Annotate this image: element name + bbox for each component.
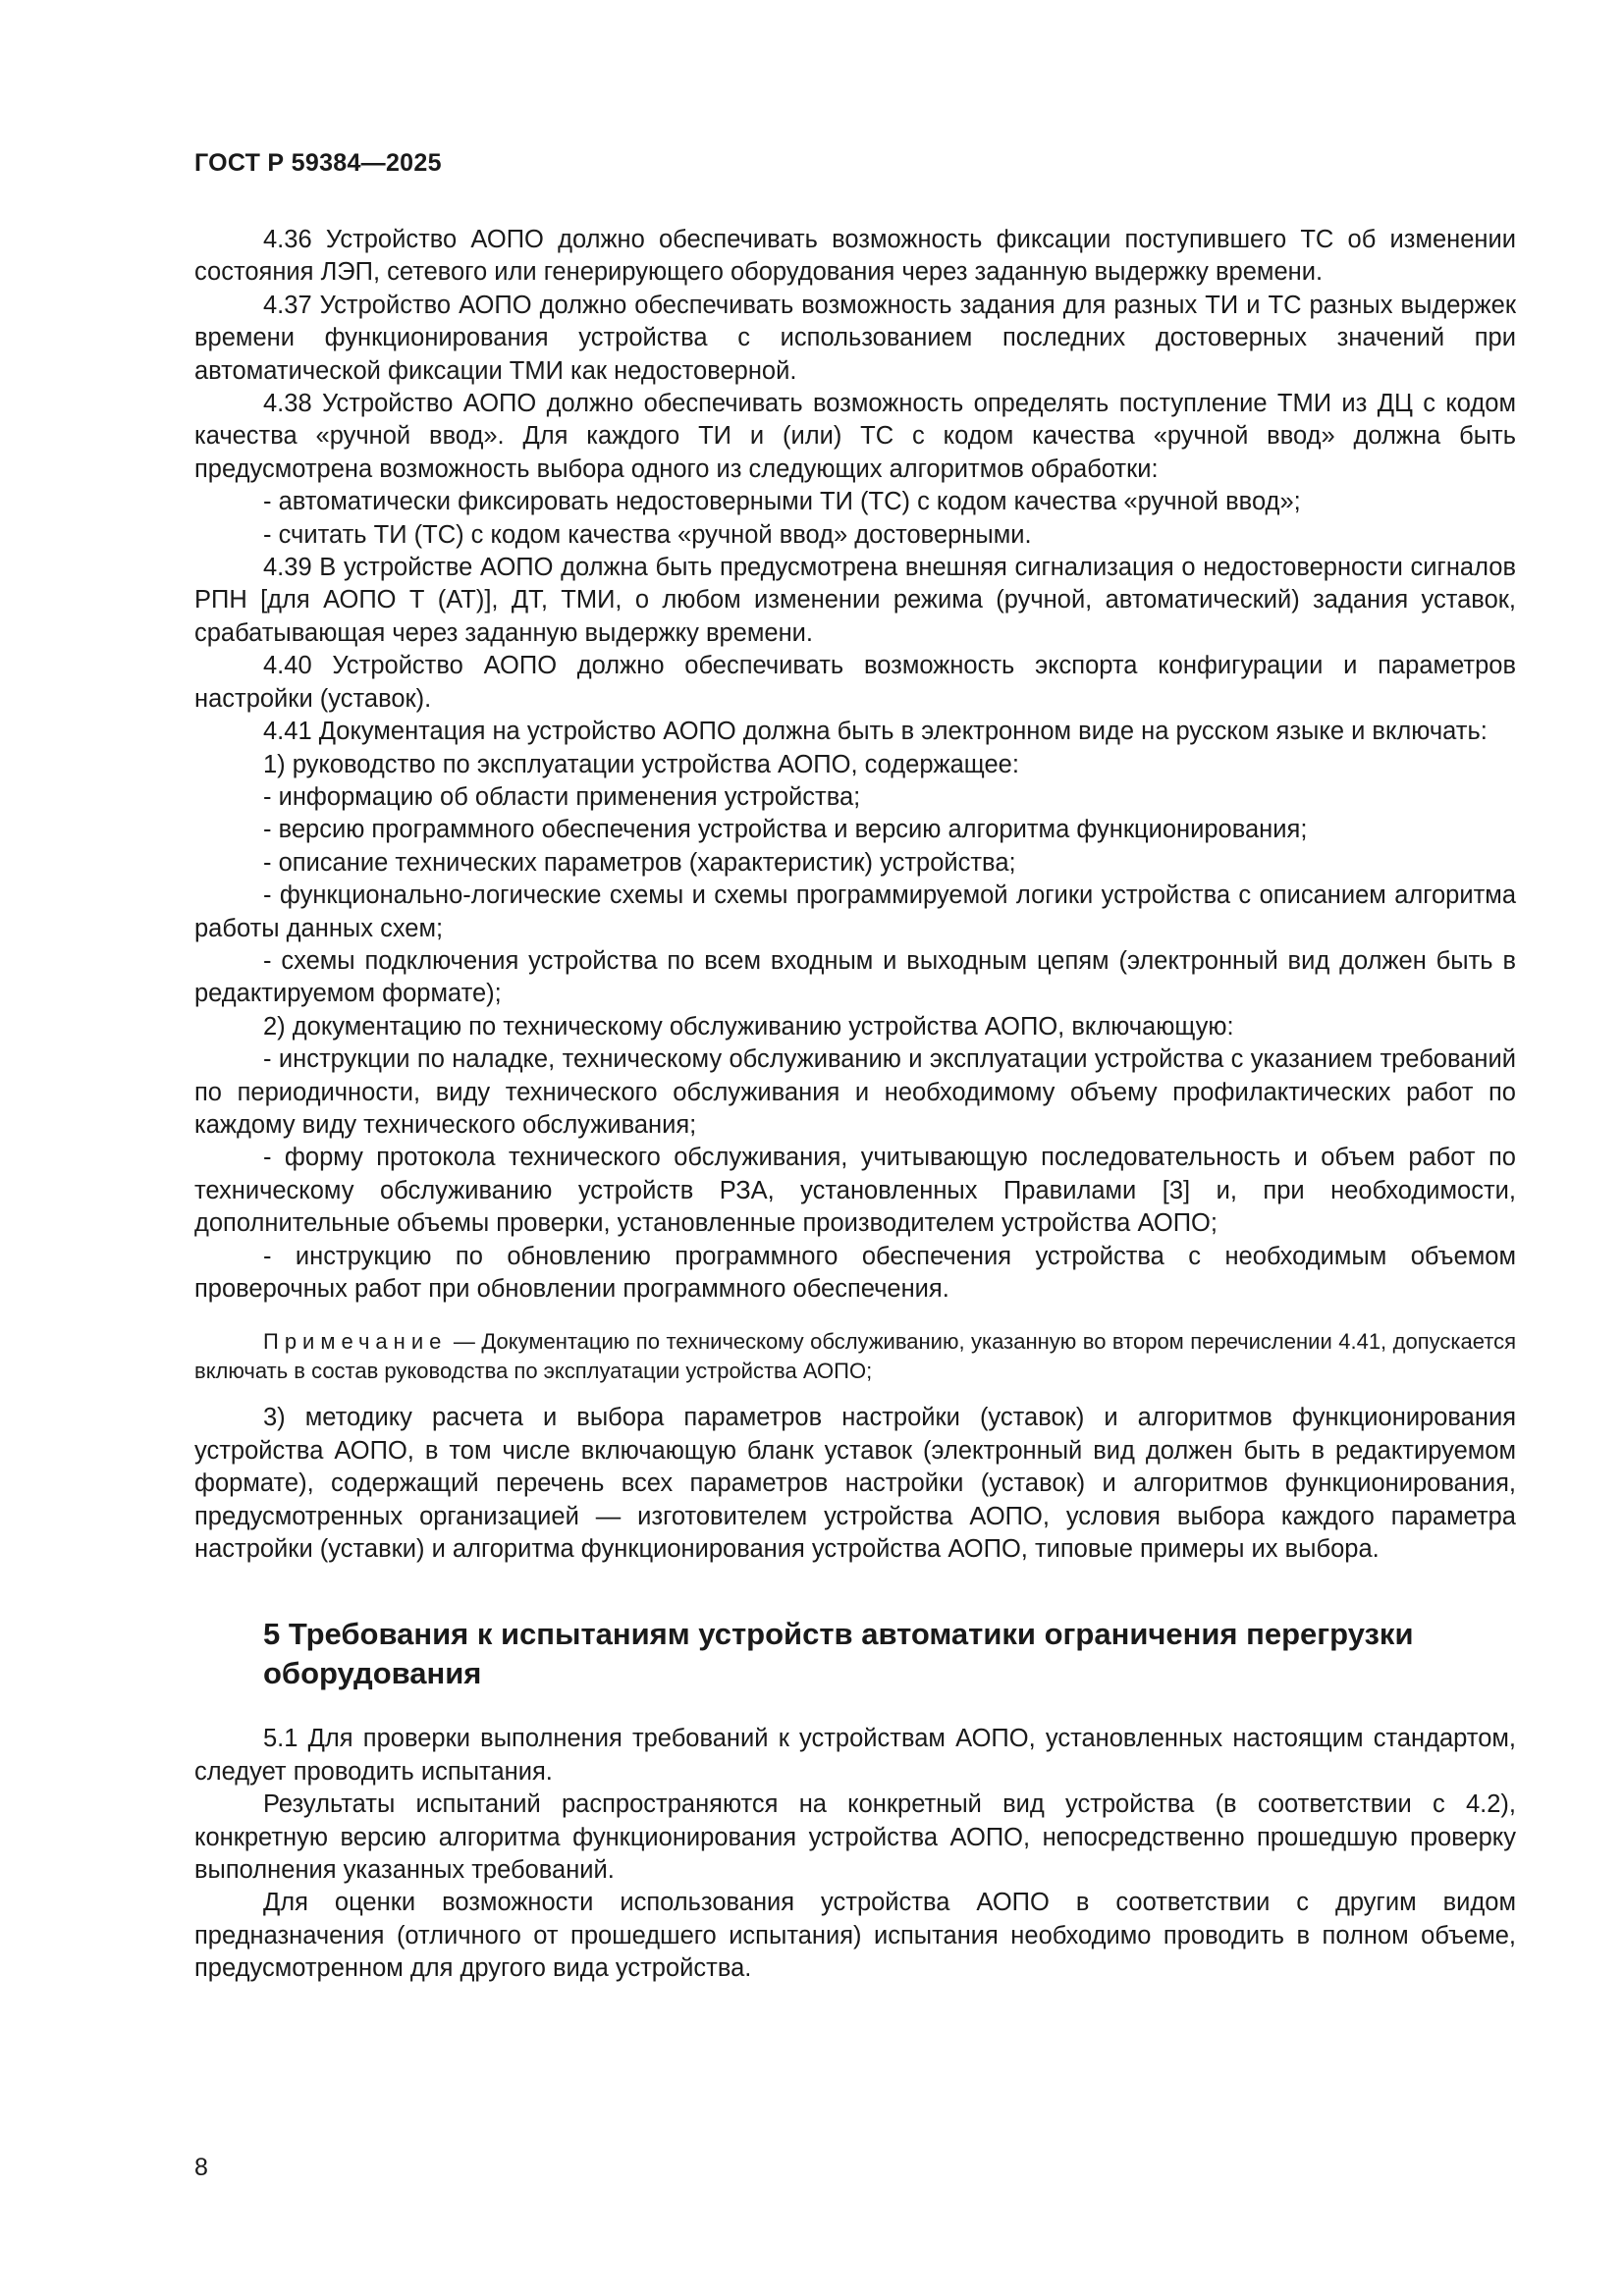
list-item: - описание технических параметров (характеристик) устройства; bbox=[263, 848, 1016, 877]
list-item: - функционально-логические схемы и схемы программируемой логики устройства с описанием алгоритма работы данных схем; bbox=[194, 881, 1516, 942]
enumeration-item: 3) методику расчета и выбора параметров настройки (уставок) и алгоритмов функционирования устройства АОПО, в том числе включающую бланк уставок (электронный вид должен быть в редактируемом формате), содержащий перечень всех параметров настройки (уставок) и алгоритмов функционирования, предусмотренных организацией — изготовителем устройства АОПО, условия выбора каждого параметра настройки (уставки) и алгоритма функционирования устройства АОПО, типовые примеры их выбора. bbox=[194, 1404, 1516, 1564]
document-header bbox=[194, 149, 442, 178]
clause-4-37: 4.37 Устройство АОПО должно обеспечивать возможность задания для разных ТИ и ТС разных выдержек времени функционирования устройства с использованием последних достоверных значений при автоматической фиксации ТМИ как недостоверной. bbox=[194, 291, 1516, 385]
page-body bbox=[194, 224, 1516, 1986]
list-item: - схемы подключения устройства по всем входным и выходным цепям (электронный вид должен быть в редактируемом формате); bbox=[194, 946, 1516, 1008]
clause-4-36: 4.36 Устройство АОПО должно обеспечивать возможность фиксации поступившего ТС об изменении состояния ЛЭП, сетевого или генерирующего оборудования через заданную выдержку времени. bbox=[194, 226, 1516, 287]
list-item: - автоматически фиксировать недостоверными ТИ (ТС) с кодом качества «ручной ввод»; bbox=[263, 488, 1301, 516]
list-item: - инструкцию по обновлению программного обеспечения устройства с необходимым объемом проверочных работ при обновлении программного обеспечения. bbox=[194, 1242, 1516, 1303]
list-item: - инструкции по наладке, техническому обслуживанию и эксплуатации устройства с указанием требований по периодичности, виду технического обслуживания и необходимому объему профилактических работ по каждому виду технического обслуживания; bbox=[194, 1045, 1516, 1139]
page-number: 8 bbox=[194, 2154, 208, 2181]
section-5-heading: 5 Требования к испытаниям устройств автоматики ограничения перегрузки оборудования bbox=[263, 1617, 1414, 1691]
list-item: - форму протокола технического обслуживания, учитывающую последовательность и объем работ по техническому обслуживанию устройств РЗА, установленных Правилами [3] и, при необходимости, дополнительные объемы проверки, установленные производителем устройства АОПО; bbox=[194, 1144, 1516, 1238]
note bbox=[194, 1327, 1516, 1386]
clause-4-40: 4.40 Устройство АОПО должно обеспечивать возможность экспорта конфигурации и параметров настройки (уставок). bbox=[194, 652, 1516, 713]
note-label: Примечание bbox=[263, 1329, 448, 1355]
clause-4-41: 4.41 Документация на устройство АОПО должна быть в электронном виде на русском языке и включать: bbox=[263, 718, 1488, 746]
list-item: - считать ТИ (ТС) с кодом качества «ручной ввод» достоверными. bbox=[263, 520, 1032, 549]
enumeration-item: 1) руководство по эксплуатации устройства АОПО, содержащее: bbox=[263, 750, 1019, 778]
clause-5-1-results: Результаты испытаний распространяются на конкретный вид устройства (в соответствии с 4.2), конкретную версию алгоритма функционирования устройства АОПО, непосредственно прошедшую проверку выполнения указанных требований. bbox=[194, 1790, 1516, 1885]
clause-5-1: 5.1 Для проверки выполнения требований к устройствам АОПО, установленных настоящим стандартом, следует проводить испытания. bbox=[194, 1725, 1516, 1786]
list-item: - версию программного обеспечения устройства и версию алгоритма функционирования; bbox=[263, 816, 1308, 844]
clause-5-1-evaluation: Для оценки возможности использования устройства АОПО в соответствии с другим видом предназначения (отличного от прошедшего испытания) испытания необходимо проводить в полном объеме, предусмотренном для другого вида устройства. bbox=[194, 1889, 1516, 1983]
clause-4-38: 4.38 Устройство АОПО должно обеспечивать возможность определять поступление ТМИ из ДЦ с кодом качества «ручной ввод». Для каждого ТИ и (или) ТС с кодом качества «ручной ввод» должна быть предусмотрена возможность выбора одного из следующих алгоритмов обработки: bbox=[194, 390, 1516, 483]
list-item: - информацию об области применения устройства; bbox=[263, 782, 861, 811]
enumeration-item: 2) документацию по техническому обслуживанию устройства АОПО, включающую: bbox=[263, 1012, 1234, 1041]
clause-4-39: 4.39 В устройстве АОПО должна быть предусмотрена внешняя сигнализация о недостоверности сигналов РПН [для АОПО Т (АТ)], ДТ, ТМИ, о любом изменении режима (ручной, автоматический) задания уставок, срабатывающая через заданную выдержку времени. bbox=[194, 554, 1516, 647]
note-text: — Документацию по техническому обслуживанию, указанную во втором перечислении 4.41, допускается включать в состав руководства по эксплуатации устройства АОПО; bbox=[194, 1329, 1516, 1384]
standard-code: ГОСТ Р 59384—2025 bbox=[194, 149, 442, 177]
